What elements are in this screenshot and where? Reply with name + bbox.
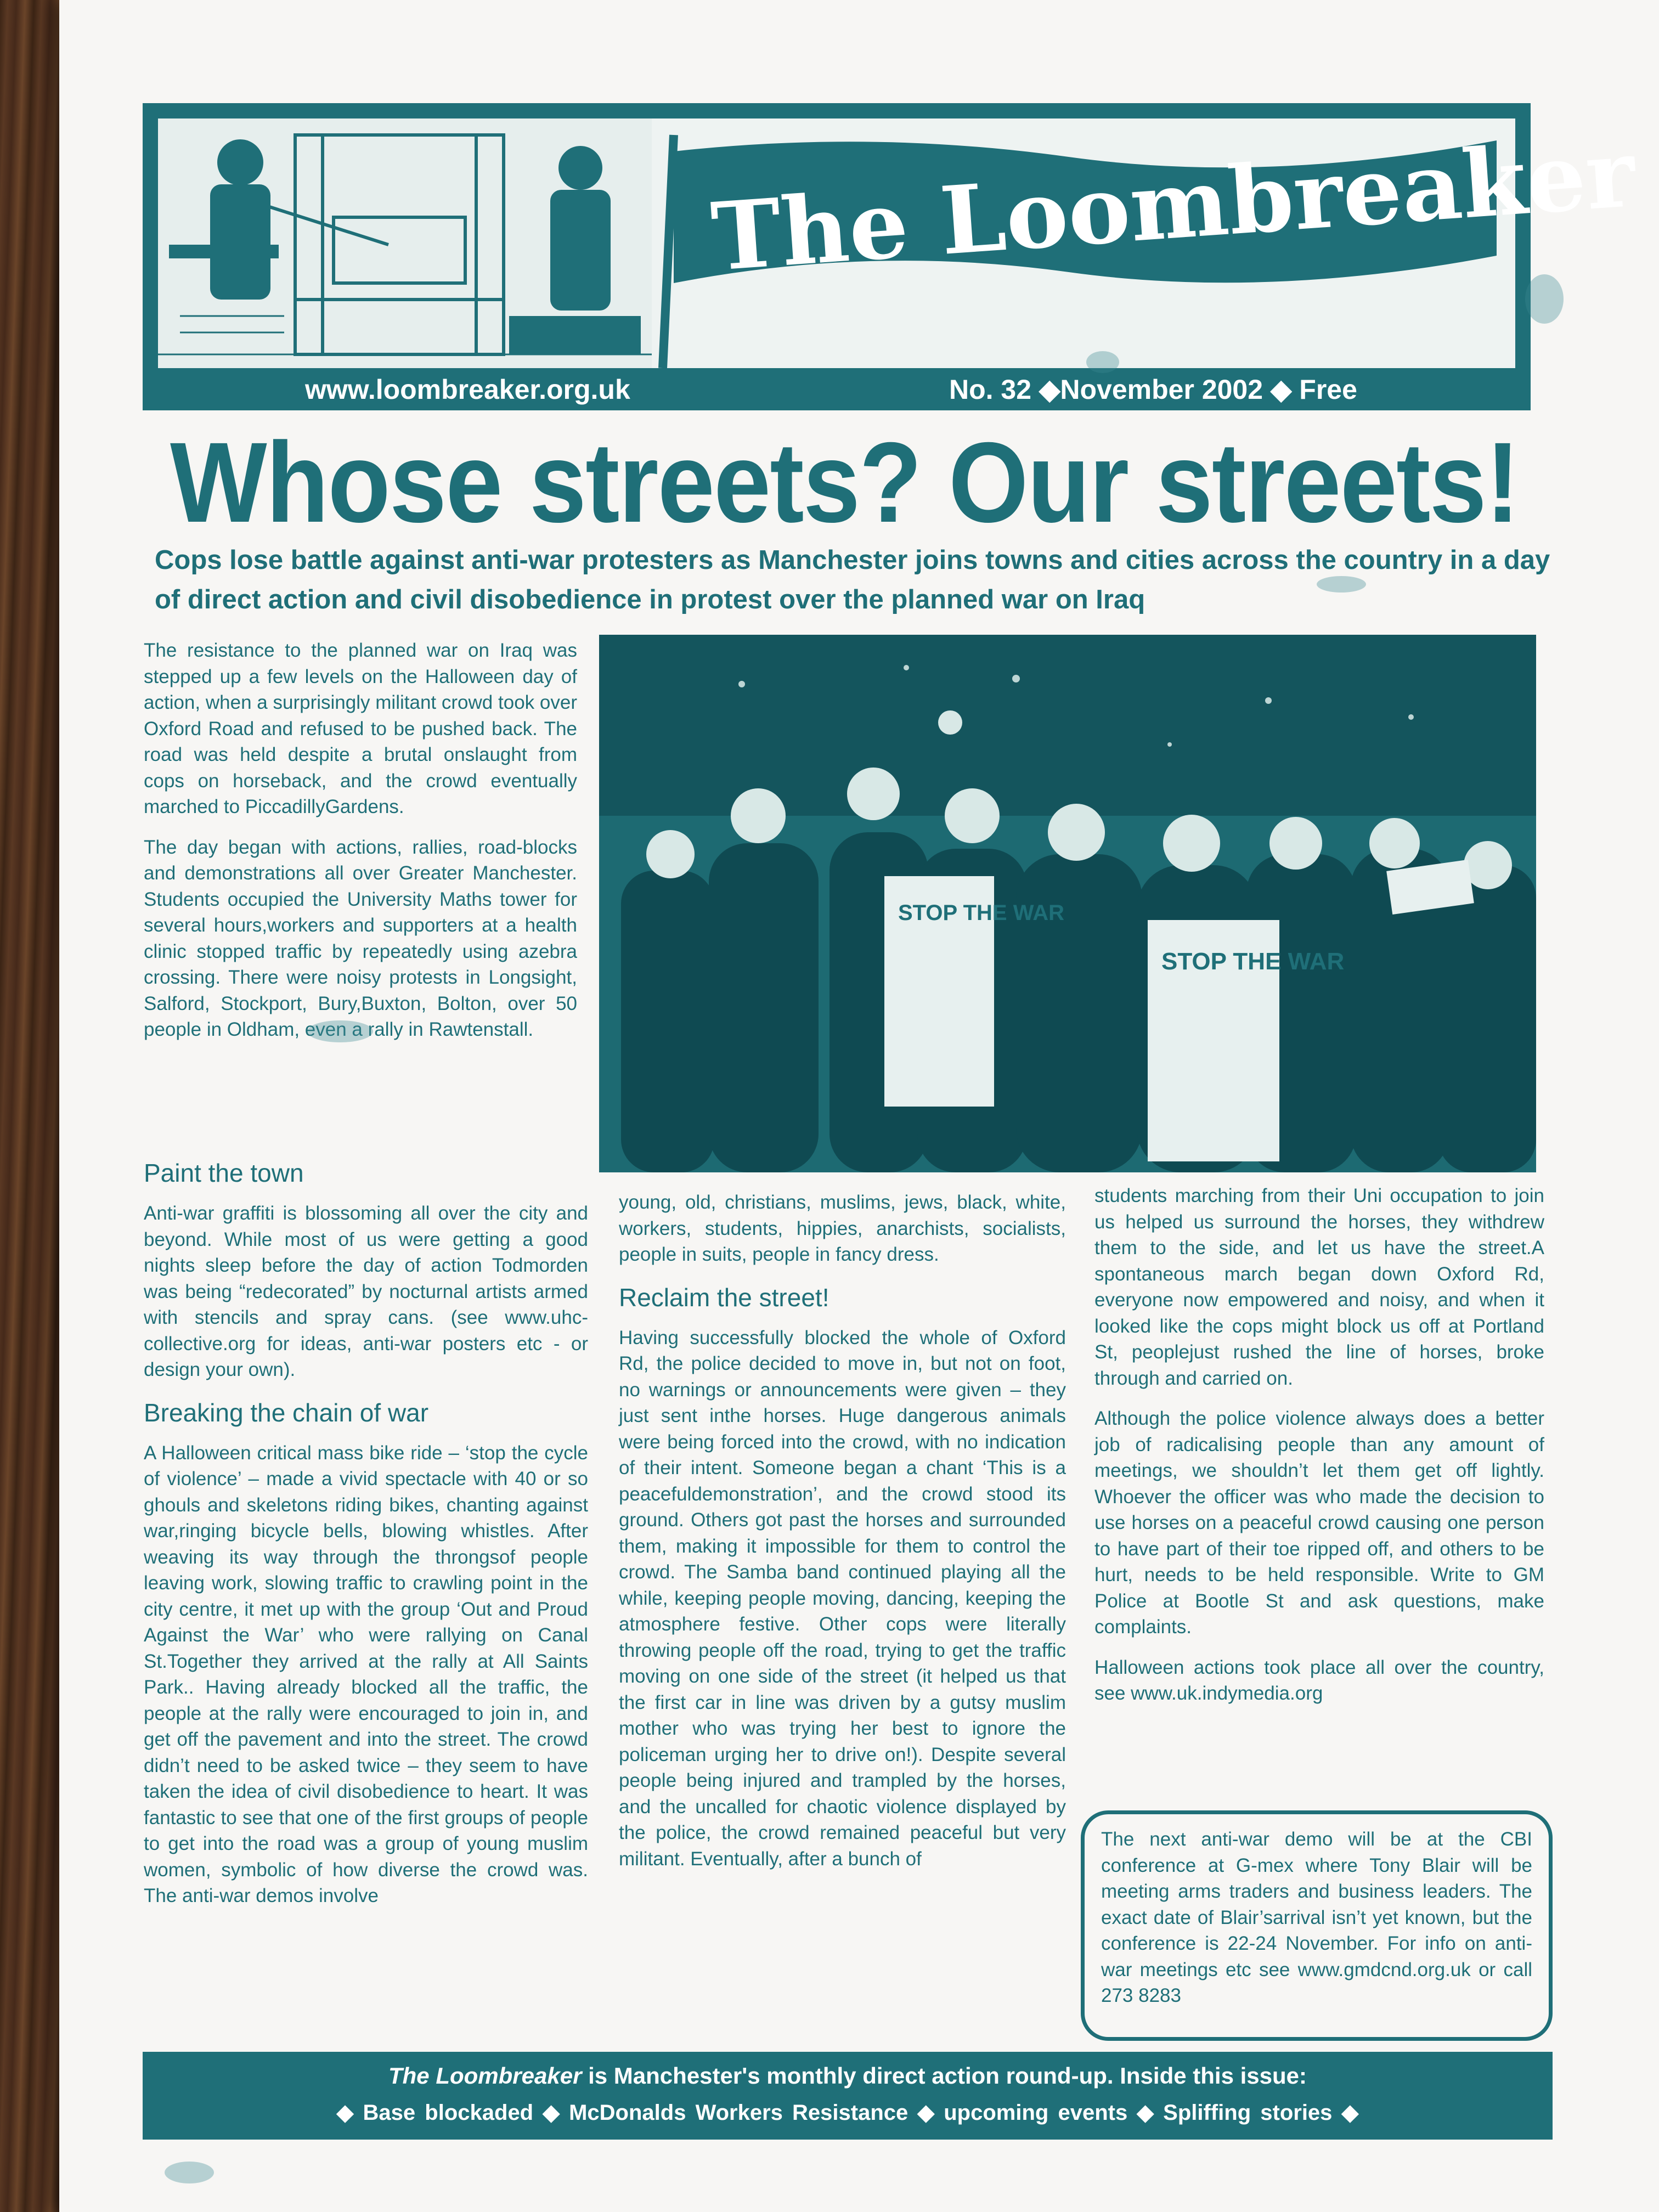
page-headline: Whose streets? Our streets! [170,419,1519,546]
column-1-top [144,637,577,1057]
protest-crowd-image [599,635,1536,1172]
article-paragraph: young, old, christians, muslims, jews, black, white, workers, students, hippies, anarchists, socialists, people in suits, people in fancy dress. [619,1192,1066,1265]
ink-speck [165,2162,214,2183]
placard-text: STOP THE WAR [898,901,1065,925]
protest-photo [599,635,1536,1172]
footer-intro [143,2063,1553,2089]
article-paragraph: Anti-war graffiti is blossoming all over the city and beyond. While most of us were getting a good nights sleep before the day of action Todmorden was being “redecorated” by nocturnal artists armed with stencils and spray cans. (see www.uhc-collective.org for ideas, anti-war posters etc - or design your own). [144,1203,588,1380]
section-heading: Reclaim the street! [619,1283,830,1312]
issue-line: No. 32 ◆November 2002 ◆ Free [949,374,1357,405]
ink-speck [1086,351,1119,373]
article-paragraph: Although the police violence always does a better job of radicalising people than any amount of meetings, we shouldn’t let them get off lightly. Whoever the officer was who made the decision to use horses on a peaceful crowd causing one person to have part of their toe ripped off, and others to be hurt, needs to be held responsible. Write to GM Police at Bootle St and ask questions, make complaints. [1094,1408,1544,1638]
printing-press-woodcut-image [158,119,652,368]
article-paragraph: The day began with actions, rallies, road-blocks and demonstrations all over Greater Manchester. Students occupied the University Maths tower for several hours,workers and supporters at a health clinic stopped traffic by repeatedly using azebra crossing. There were noisy protests in Longsight, Salford, Stockport, Bury,Buxton, Bolton, over 50 people in Oldham, even a rally in Rawtenstall. [144,836,577,1040]
demo-notice-box: The next anti-war demo will be at the CBI conference at G-mex where Tony Blair will be meeting arms traders and business leaders. The exact date of Blair’sarrival isn’t yet known, but the conference is 22-24 November. For info on anti-war meetings etc see www.gmdcnd.org.uk or call 273 8283 [1081,1810,1553,2041]
website-url[interactable]: www.loombreaker.org.uk [305,374,630,405]
masthead-strip [143,368,1531,410]
footer-title: The Loombreaker [388,2063,582,2089]
masthead-flag [652,118,1639,368]
column-1-bottom [144,1152,588,1923]
section-heading: Breaking the chain of war [144,1398,429,1427]
footer-contents-list: ◆ Base blockaded ◆ McDonalds Workers Resistance ◆ upcoming events ◆ Spliffing stories ◆ [336,2101,1359,2125]
ink-speck [307,1020,373,1042]
article-paragraph: students marching from their Uni occupation to join us helped us surround the horses, they withdrew them to the side, and let us have the street.A spontaneous march began down Oxford Rd, everyone now empowered and noisy, and when it looked like the cops might block us off at Portland St, peoplejust rushed the line of horses, broke through and carried on. [1094,1185,1544,1389]
footer-banner [143,2052,1553,2140]
article-paragraph: Having successfully blocked the whole of Oxford Rd, the police decided to move in, but not on foot, no warnings or announcements were given – they just sent inthe horses. Huge dangerous animals were being forced into the crowd, with no indication of their intent. Someone began a chant ‘This is a peacefuldemonstration’, and the crowd stood its ground. Others got past the horses and surrounded them, making it impossible for them to control the crowd. The Samba band continued playing all the while, keeping people moving, dancing, keeping the atmosphere festive. Other cops were literally throwing people off the road, trying to get the traffic moving on one side of the street (it helped us that the first car in line was driven by a gutsy muslim mother who was trying her best to ignore the policeman urging her to drive on!). Despite several people being injured and trampled by the horses, and the uncalled for chaotic violence displayed by the police, the crowd remained peaceful but very militant. Eventually, after a bunch of [619,1327,1066,1870]
masthead [143,103,1639,410]
section-heading: Paint the town [144,1159,304,1187]
masthead-artwork [158,118,1639,368]
ink-speck [1317,576,1366,592]
column-3 [1094,1183,1544,1721]
placard-text: STOP THE WAR [1161,948,1345,975]
ink-speck [1525,274,1564,324]
masthead-title: The Loombreaker [708,118,1639,292]
article-paragraph: Halloween actions took place all over the country, see www.uk.indymedia.org [1094,1656,1544,1704]
footer-intro-text: is Manchester's monthly direct action round-up. Inside this issue: [582,2063,1307,2089]
standfirst: Cops lose battle against anti-war protesters as Manchester joins towns and cities across the country in a day of direct action and civil disobedience in protest over the planned war on Iraq [155,545,1550,614]
column-2 [619,1189,1066,1886]
article-paragraph: The resistance to the planned war on Iraq was stepped up a few levels on the Halloween day of action, when a surprisingly militant crowd took over Oxford Road and refused to be pushed back. The road was held despite a brutal onslaught from cops on horseback, and the crowd eventually marched to PiccadillyGardens. [144,640,577,817]
article-paragraph: A Halloween critical mass bike ride – ‘stop the cycle of violence’ – made a vivid spectacle with 40 or so ghouls and skeletons riding bikes, chanting against war,ringing bicycle bells, blowing whistles. After weaving its way through the throngsof people leaving work, slowing traffic to crawling point in the city centre, it met up with the group ‘Out and Proud Against the War’ who were rallying on Canal St.Together they arrived at the rally at All Saints Park.. Having already blocked all the traffic, the people at the rally were encouraged to join in, and get off the pavement and into the street. The crowd didn’t need to be asked twice – they seem to have taken the idea of civil disobedience to heart. It was fantastic to see that one of the first groups of people to get into the road was a group of young muslim women, symbolic of how diverse the crowd was. The anti-war demos involve [144,1442,588,1906]
